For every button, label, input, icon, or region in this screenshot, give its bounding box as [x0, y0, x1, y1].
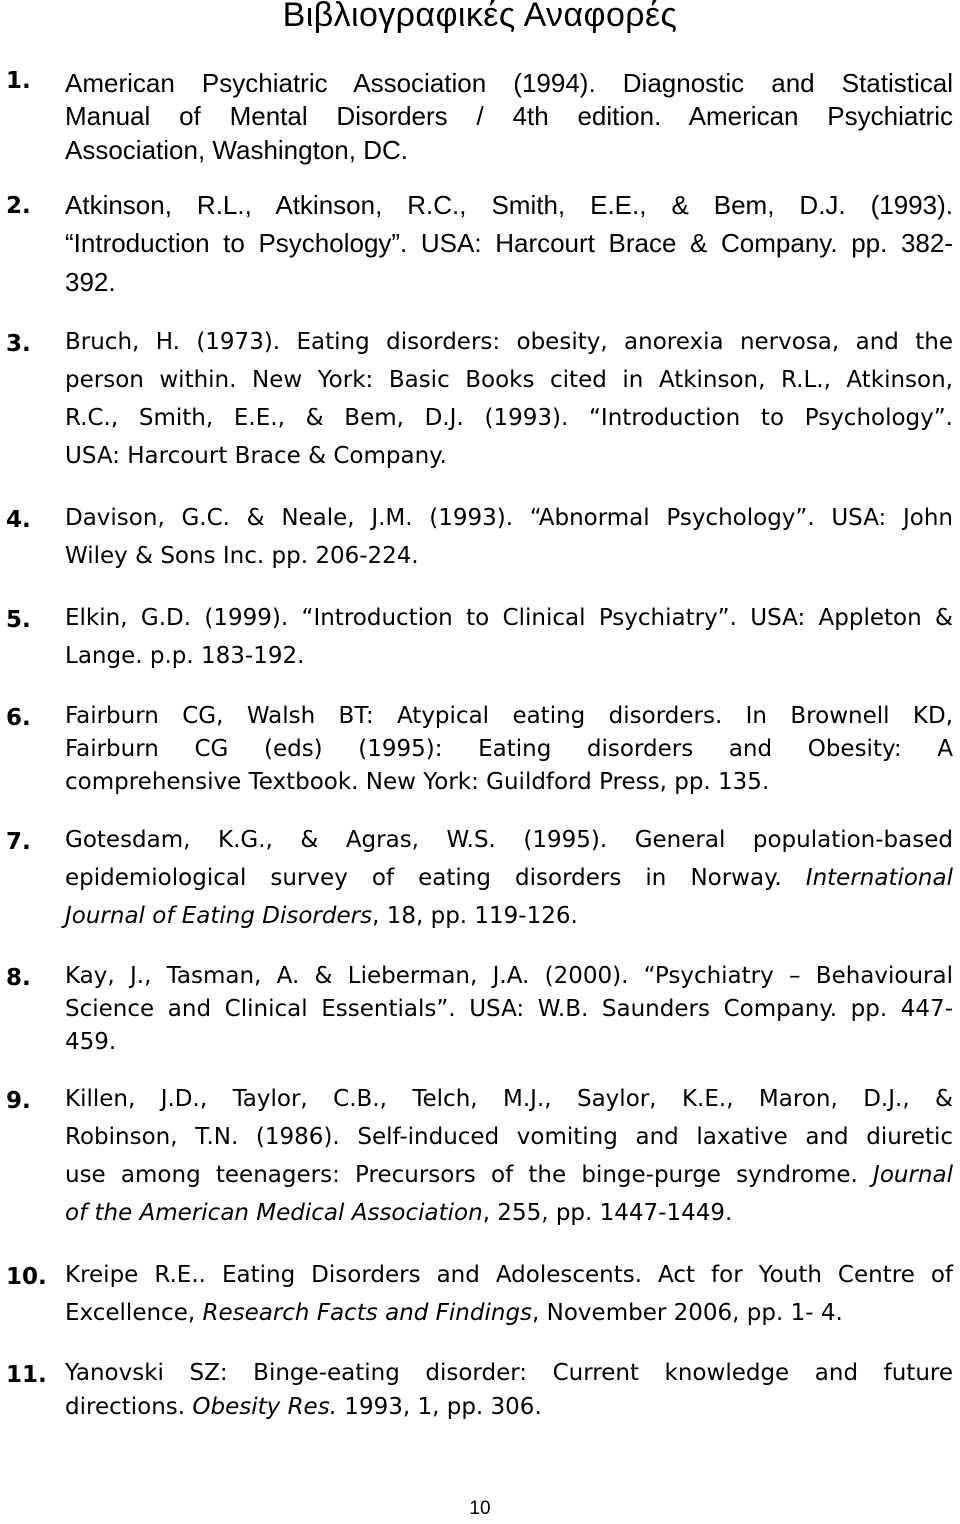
reference-line: Elkin, G.D. (1999). “Introduction to Clinical Psychiatry”. USA: Appleton & [65, 605, 953, 631]
reference-line: Kay, J., Tasman, A. & Lieberman, J.A. (2000). “Psychiatry – Behavioural [65, 963, 953, 989]
reference-line: American Psychiatric Association (1994). Diagnostic and Statistical [65, 68, 953, 98]
reference-line: “Introduction to Psychology”. USA: Harcourt Brace & Company. pp. 382- [65, 228, 953, 258]
reference-line: Lange. p.p. 183-192. [65, 643, 305, 669]
reference-number: 6. [6, 705, 31, 731]
reference-line: Yanovski SZ: Binge-eating disorder: Current knowledge and future [65, 1360, 953, 1386]
reference-number: 10. [6, 1264, 47, 1290]
reference-line: 459. [65, 1029, 117, 1055]
reference-number: 1. [6, 68, 31, 94]
reference-line: Fairburn CG (eds) (1995): Eating disorders and Obesity: A [65, 736, 953, 762]
reference-line: R.C., Smith, E.E., & Bem, D.J. (1993). “Introduction to Psychology”. [65, 405, 953, 431]
reference-line: Killen, J.D., Taylor, C.B., Telch, M.J., Saylor, K.E., Maron, D.J., & [65, 1086, 953, 1112]
reference-line: Science and Clinical Essentials”. USA: W.B. Saunders Company. pp. 447- [65, 996, 953, 1022]
reference-line: Bruch, H. (1973). Eating disorders: obesity, anorexia nervosa, and the [65, 329, 953, 355]
reference-number: 8. [6, 965, 31, 991]
reference-line: Excellence, Research Facts and Findings, November 2006, pp. 1- 4. [65, 1300, 843, 1326]
reference-line: USA: Harcourt Brace & Company. [65, 443, 447, 469]
reference-number: 4. [6, 507, 31, 533]
reference-number: 3. [6, 331, 31, 357]
page-number: 10 [469, 1498, 491, 1519]
reference-line: Manual of Mental Disorders / 4th edition. American Psychiatric [65, 101, 953, 131]
reference-line: epidemiological survey of eating disorders in Norway. International [65, 865, 953, 891]
reference-line: of the American Medical Association, 255, pp. 1447-1449. [65, 1200, 733, 1226]
reference-number: 2. [6, 193, 31, 219]
reference-number: 5. [6, 607, 31, 633]
reference-line: comprehensive Textbook. New York: Guildford Press, pp. 135. [65, 769, 770, 795]
reference-line: Kreipe R.E.. Eating Disorders and Adolescents. Act for Youth Centre of [65, 1262, 953, 1288]
reference-line: person within. New York: Basic Books cited in Atkinson, R.L., Atkinson, [65, 367, 953, 393]
reference-line: directions. Obesity Res. 1993, 1, pp. 306. [65, 1394, 542, 1420]
reference-number: 9. [6, 1088, 31, 1114]
reference-line: Wiley & Sons Inc. pp. 206-224. [65, 543, 419, 569]
reference-line: Journal of Eating Disorders, 18, pp. 119-126. [65, 903, 578, 929]
page-title: Βιβλιογραφικές Αναφορές [282, 0, 678, 34]
reference-line: Davison, G.C. & Neale, J.M. (1993). “Abnormal Psychology”. USA: John [65, 505, 953, 531]
reference-line: 392. [65, 267, 116, 297]
reference-line: use among teenagers: Precursors of the binge-purge syndrome. Journal [65, 1162, 953, 1188]
reference-line: Robinson, T.N. (1986). Self-induced vomiting and laxative and diuretic [65, 1124, 953, 1150]
reference-number: 11. [6, 1362, 47, 1388]
reference-line: Association, Washington, DC. [65, 135, 408, 165]
reference-line: Fairburn CG, Walsh BT: Atypical eating disorders. In Brownell KD, [65, 703, 953, 729]
reference-line: Gotesdam, K.G., & Agras, W.S. (1995). General population-based [65, 827, 953, 853]
reference-number: 7. [6, 829, 31, 855]
reference-line: Atkinson, R.L., Atkinson, R.C., Smith, E.E., & Bem, D.J. (1993). [65, 190, 953, 220]
